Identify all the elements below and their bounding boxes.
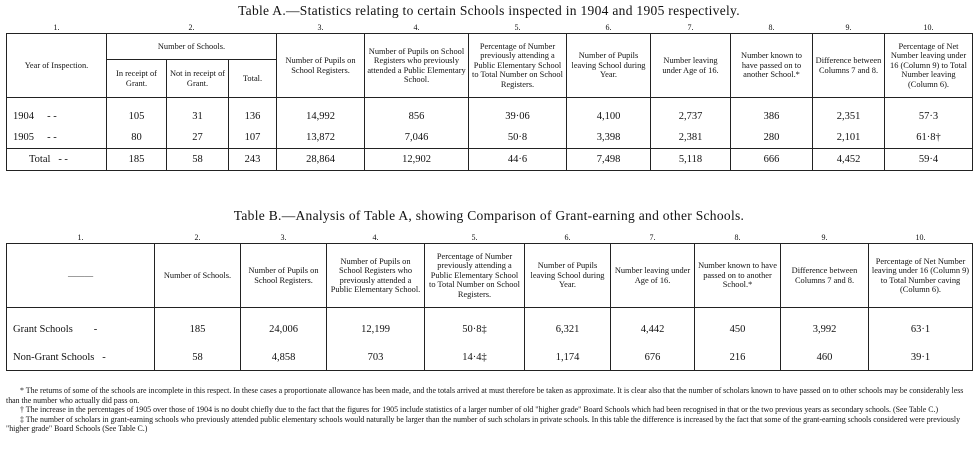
cell: 12,199	[327, 308, 425, 345]
header-under-16: Number leaving under Age of 16.	[611, 244, 695, 308]
cell: 61·8†	[885, 127, 973, 149]
header-under-16: Number leaving under Age of 16.	[651, 34, 731, 98]
cell: 386	[731, 98, 813, 128]
col-number: 9.	[845, 22, 852, 32]
table-b-title: Table B.—Analysis of Table A, showing Comparison of Grant-earning and other Schools.	[233, 208, 745, 223]
cell: 676	[611, 344, 695, 371]
cell: 39·06	[469, 98, 567, 128]
cell: 50·8	[469, 127, 567, 149]
cell: 7,046	[365, 127, 469, 149]
footnote-double-dagger: ‡ The number of scholars in grant-earning schools who previously attended public elementary schools would naturally be larger than the number of such scholars in private schools. In this table the difference is increased by the fact that some of the grant-earning schools considered were previously "higher grade" Board Schools (See Table C.)	[6, 414, 961, 434]
header-not-in-receipt: Not in receipt of Grant.	[167, 60, 229, 98]
col-number: 7.	[687, 22, 694, 32]
header-pupils-registers: Number of Pupils on School Registers.	[277, 34, 365, 98]
column-number-row	[7, 21, 973, 34]
header-percentage-previous: Percentage of Number previously attending a Public Elementary School to Total Number on School Registers.	[469, 34, 567, 98]
table-a	[6, 21, 973, 171]
footnote-dagger: † The increase in the percentages of 1905 over those of 1904 is no doubt chiefly due to the fact that the figures for 1905 include statistics of a larger number of old "higher grade" Board Schools which had been recognised in that or the two previous years as secondary schools. (See Table C.)	[20, 405, 939, 415]
total-row	[7, 149, 973, 171]
cell: 460	[781, 344, 869, 371]
cell: 136	[229, 98, 277, 128]
cell: 24,006	[241, 308, 327, 345]
cell: 185	[155, 308, 241, 345]
cell: 105	[107, 98, 167, 128]
cell: 44·6	[469, 149, 567, 171]
col-number: 4.	[372, 232, 379, 242]
col-number: 8.	[734, 232, 741, 242]
cell: 59·4	[885, 149, 973, 171]
col-number: 3.	[317, 22, 324, 32]
cell: 4,100	[567, 98, 651, 128]
cell: 63·1	[869, 308, 973, 345]
row-label: 1905 - -	[7, 127, 107, 149]
header-difference: Difference between Columns 7 and 8.	[813, 34, 885, 98]
cell: 185	[107, 149, 167, 171]
col-number: 6.	[564, 232, 571, 242]
footnote-asterisk: * The returns of some of the schools are incomplete in this respect. In these cases a proportionate allowance has been made, and the totals arrived at must therefore be taken as approximate. It is clear also that the number of scholars known to have passed on to other schools may be considerably less than the number who actually did pass on.	[6, 386, 964, 405]
header-pupils: Number of Pupils on School Registers.	[241, 244, 327, 308]
cell: 666	[731, 149, 813, 171]
cell: 243	[229, 149, 277, 171]
cell: 2,351	[813, 98, 885, 128]
header-leaving: Number of Pupils leaving School during Year.	[525, 244, 611, 308]
col-number: 10.	[923, 22, 934, 32]
cell: 703	[327, 344, 425, 371]
table-b	[6, 231, 973, 371]
header-percentage-net: Percentage of Net Number leaving under 16 (Column 9) to Total Number leaving (Column 6).	[885, 34, 973, 98]
cell: 2,737	[651, 98, 731, 128]
cell: 39·1	[869, 344, 973, 371]
cell: 80	[107, 127, 167, 149]
col-number: 3.	[280, 232, 287, 242]
cell: 58	[155, 344, 241, 371]
cell: 6,321	[525, 308, 611, 345]
col-number: 6.	[605, 22, 612, 32]
table-row	[7, 308, 973, 345]
header-number-of-schools: Number of Schools.	[155, 244, 241, 308]
cell: 450	[695, 308, 781, 345]
cell: 107	[229, 127, 277, 149]
col-number: 10.	[915, 232, 926, 242]
cell: 7,498	[567, 149, 651, 171]
header-number-of-schools: Number of Schools.	[107, 34, 277, 60]
cell: 57·3	[885, 98, 973, 128]
table-a-title: Table A.—Statistics relating to certain Schools inspected in 1904 and 1905 respectively.	[238, 3, 740, 18]
cell: 28,864	[277, 149, 365, 171]
header-passed-on: Number known to have passed on to another School.*	[695, 244, 781, 308]
cell: 4,442	[611, 308, 695, 345]
cell: 856	[365, 98, 469, 128]
cell: 216	[695, 344, 781, 371]
col-number: 9.	[821, 232, 828, 242]
col-number: 7.	[649, 232, 656, 242]
table-row	[7, 344, 973, 371]
row-label: 1904 - -	[7, 98, 107, 128]
header-difference: Difference between Columns 7 and 8.	[781, 244, 869, 308]
header-leaving: Number of Pupils leaving School during Year.	[567, 34, 651, 98]
header-percentage-previous: Percentage of Number previously attending a Public Elementary School to Total Number on School Registers.	[425, 244, 525, 308]
cell: 13,872	[277, 127, 365, 149]
table-row	[7, 98, 973, 128]
col-number: 2.	[188, 22, 195, 32]
col-number: 2.	[194, 232, 201, 242]
cell: 4,858	[241, 344, 327, 371]
header-previous-elementary: Number of Pupils on School Registers who previously attended a Public Elementary School.	[365, 34, 469, 98]
cell: 12,902	[365, 149, 469, 171]
col-number: 1.	[77, 232, 84, 242]
footnotes	[6, 386, 972, 434]
col-number: 5.	[514, 22, 521, 32]
header-percentage-net: Percentage of Net Number leaving under 16 (Column 9) to Total Number caving (Column 6).	[869, 244, 973, 308]
header-total: Total.	[229, 60, 277, 98]
col-number: 5.	[471, 232, 478, 242]
table-row	[7, 127, 973, 149]
header-year: Year of Inspection.	[7, 34, 107, 98]
header-previous-elementary: Number of Pupils on School Registers who previously attended a Public Elementary School.	[327, 244, 425, 308]
col-number: 8.	[768, 22, 775, 32]
cell: 58	[167, 149, 229, 171]
header-in-receipt: In receipt of Grant.	[107, 60, 167, 98]
cell: 280	[731, 127, 813, 149]
cell: 27	[167, 127, 229, 149]
cell: 2,101	[813, 127, 885, 149]
col-number: 4.	[413, 22, 420, 32]
cell: 3,398	[567, 127, 651, 149]
row-label: Total - -	[7, 149, 107, 171]
header-blank-dash: ———	[7, 244, 155, 308]
cell: 5,118	[651, 149, 731, 171]
cell: 14·4‡	[425, 344, 525, 371]
row-label: Grant Schools -	[7, 308, 155, 345]
cell: 4,452	[813, 149, 885, 171]
cell: 31	[167, 98, 229, 128]
cell: 50·8‡	[425, 308, 525, 345]
cell: 3,992	[781, 308, 869, 345]
col-number: 1.	[53, 22, 60, 32]
cell: 1,174	[525, 344, 611, 371]
column-number-row	[7, 231, 973, 244]
cell: 14,992	[277, 98, 365, 128]
header-passed-on: Number known to have passed on to another School.*	[731, 34, 813, 98]
row-label: Non-Grant Schools -	[7, 344, 155, 371]
cell: 2,381	[651, 127, 731, 149]
